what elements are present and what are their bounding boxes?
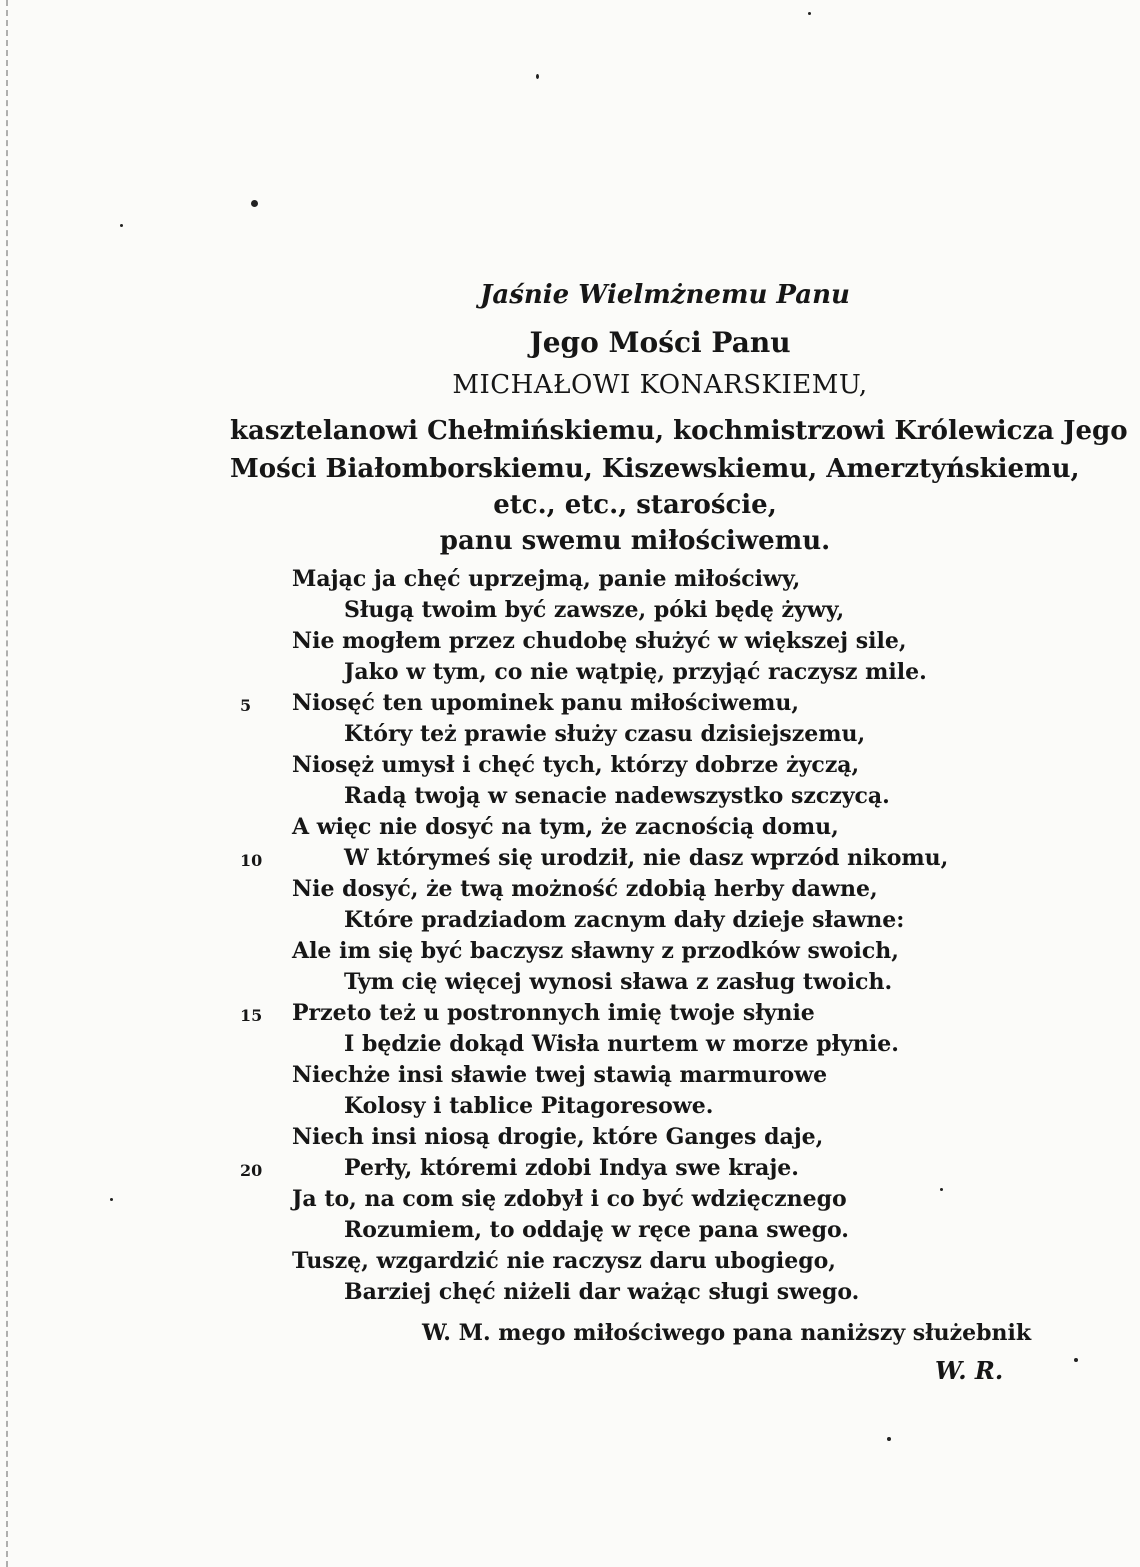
- poem-line: [240, 1062, 960, 1093]
- poem-line: [240, 566, 960, 597]
- poem-line-text: Kolosy i tablice Pitagoresowe.: [344, 1093, 714, 1119]
- poem-line: [240, 659, 960, 690]
- poem-line: [240, 783, 960, 814]
- ink-speck: [251, 200, 258, 207]
- poem-line: [240, 876, 960, 907]
- poem-line-text: Tym cię więcej wynosi sława z zasług twoich.: [344, 969, 893, 995]
- poem-line: [240, 1155, 960, 1186]
- poem-line-text: Tuszę, wzgardzić nie raczysz daru ubogiego,: [292, 1248, 836, 1274]
- line-number: 15: [240, 1006, 263, 1025]
- dedication-name: MICHAŁOWI KONARSKIEMU,: [452, 370, 868, 400]
- poem-line: [240, 1124, 960, 1155]
- poem-line: [240, 1217, 960, 1248]
- poem-line-text: Ale im się być baczysz sławny z przodków swoich,: [292, 938, 899, 964]
- poem-line: [240, 814, 960, 845]
- ink-speck: [120, 224, 123, 227]
- poem-line-text: A więc nie dosyć na tym, że zacnością domu,: [292, 814, 839, 840]
- poem-line-text: Niechże insi sławie twej stawią marmurowe: [292, 1062, 828, 1088]
- poem-line: [240, 628, 960, 659]
- dedication-line-4: kasztelanowi Chełmińskiemu, kochmistrzowi Królewicza Jego: [230, 416, 1128, 446]
- poem-line-text: Rozumiem, to oddaję w ręce pana swego.: [344, 1217, 849, 1243]
- dedication-line-7: panu swemu miłościwemu.: [439, 526, 831, 556]
- ink-speck: [110, 1198, 113, 1201]
- poem-line: [240, 1248, 960, 1279]
- signature-line: W. M. mego miłościwego pana naniższy służebnik: [422, 1320, 1032, 1346]
- poem-line-text: Nie mogłem przez chudobę służyć w większej sile,: [292, 628, 907, 654]
- poem-line: [240, 1093, 960, 1124]
- line-number: 5: [240, 696, 252, 715]
- poem-line: [240, 938, 960, 969]
- poem-line-text: Mając ja chęć uprzejmą, panie miłościwy,: [292, 566, 801, 592]
- poem-line-text: Radą twoją w senacie nadewszystko szczycą.: [344, 783, 890, 809]
- poem-line: [240, 721, 960, 752]
- ink-speck: [1074, 1358, 1078, 1362]
- poem-line-text: Jako w tym, co nie wątpię, przyjąć raczysz mile.: [344, 659, 927, 685]
- poem-line-text: Nie dosyć, że twą możność zdobią herby dawne,: [292, 876, 878, 902]
- poem-line: [240, 845, 960, 876]
- dedication-line-2: Jego Mości Panu: [529, 326, 791, 359]
- poem-line-text: Przeto też u postronnych imię twoje słynie: [292, 1000, 815, 1026]
- poem-line-text: Ja to, na com się zdobył i co być wdzięcznego: [292, 1186, 847, 1212]
- ink-speck: [940, 1188, 943, 1191]
- poem-line-text: W którymeś się urodził, nie dasz wprzód nikomu,: [344, 845, 949, 871]
- poem-line-text: Sługą twoim być zawsze, póki będę żywy,: [344, 597, 845, 623]
- poem-line: [240, 1031, 960, 1062]
- poem-line-text: Niech insi niosą drogie, które Ganges daje,: [292, 1124, 824, 1150]
- poem-line-text: Które pradziadom zacnym dały dzieje sławne:: [344, 907, 905, 933]
- poem-block: [240, 566, 960, 1310]
- poem-line-text: Niosęż umysł i chęć tych, którzy dobrze życzą,: [292, 752, 860, 778]
- poem-line: [240, 690, 960, 721]
- poem-line: [240, 969, 960, 1000]
- ink-speck: [536, 74, 539, 79]
- poem-line-text: Perły, któremi zdobi Indya swe kraje.: [344, 1155, 799, 1181]
- dedication-line-1: Jaśnie Wielmżnemu Panu: [480, 280, 850, 310]
- ink-speck: [808, 12, 811, 15]
- poem-line-text: I będzie dokąd Wisła nurtem w morze płynie.: [344, 1031, 899, 1057]
- poem-line: [240, 597, 960, 628]
- poem-line: [240, 1000, 960, 1031]
- scan-edge-marks: [6, 0, 11, 1567]
- line-number: 10: [240, 851, 263, 870]
- poem-line-text: Barziej chęć niżeli dar ważąc sługi swego.: [344, 1279, 860, 1305]
- dedication-line-5: Mości Białomborskiemu, Kiszewskiemu, Amerztyńskiemu,: [230, 454, 1080, 484]
- ink-speck: [887, 1437, 891, 1441]
- dedication-line-6: etc., etc., staroście,: [493, 490, 777, 520]
- poem-line-text: Który też prawie służy czasu dzisiejszemu,: [344, 721, 866, 747]
- poem-line: [240, 1186, 960, 1217]
- signature-initials: W. R.: [935, 1356, 1004, 1385]
- poem-line: [240, 907, 960, 938]
- line-number: 20: [240, 1161, 263, 1180]
- poem-line: [240, 1279, 960, 1310]
- poem-line: [240, 752, 960, 783]
- poem-line-text: Niosęć ten upominek panu miłościwemu,: [292, 690, 800, 716]
